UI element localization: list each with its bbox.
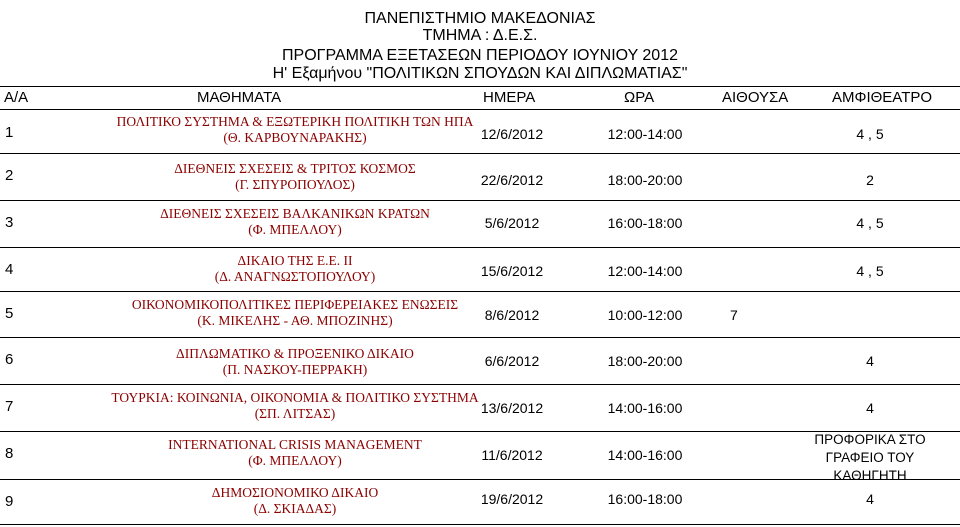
exam-time: 14:00-16:00 [607,400,683,416]
course-professor: (Π. ΝΑΣΚΟΥ-ΠΕΡΡΑΚΗ) [222,362,368,377]
course-cell [95,206,495,238]
exam-amphitheatre: 7 [730,307,738,323]
exam-time: 12:00-14:00 [607,263,683,279]
table-row [0,384,960,432]
table-bottom-rule [0,524,960,525]
exam-date: 12/6/2012 [480,126,544,142]
amphitheatre-line: ΓΡΑΦΕΙΟ ΤΟΥ [825,450,915,465]
column-header-room: ΑΙΘΟΥΣΑ [722,89,789,106]
table-row [0,431,960,483]
column-header-course: ΜΑΘΗΜΑΤΑ [197,89,282,106]
exam-amphitheatre: 4 , 5 [856,215,884,231]
course-title: ΔΙΚΑΙΟ ΤΗΣ Ε.Ε. ΙΙ [237,253,353,268]
department-title: ΤΜΗΜΑ : Δ.Ε.Σ. [422,27,538,44]
course-professor: (Θ. ΚΑΡΒΟΥΝΑΡΑΚΗΣ) [223,130,367,145]
exam-date: 5/6/2012 [484,215,540,231]
row-number: 9 [5,493,14,510]
course-cell [95,253,495,285]
row-number: 3 [5,214,14,231]
table-row [0,291,960,339]
table-row [0,337,960,385]
row-number: 8 [5,445,14,462]
course-cell [95,437,495,469]
course-professor: (Δ. ΑΝΑΓΝΩΣΤΟΠΟΥΛΟΥ) [214,269,376,284]
course-cell [95,161,495,193]
course-professor: (ΣΠ. ΛΙΤΣΑΣ) [254,406,336,421]
exam-date: 19/6/2012 [480,491,544,507]
course-cell [95,114,495,146]
course-title: ΔΙΕΘΝΕΙΣ ΣΧΕΣΕΙΣ & ΤΡΙΤΟΣ ΚΟΣΜΟΣ [174,161,416,176]
course-professor: (Φ. ΜΠΕΛΛΟΥ) [248,453,342,468]
table-row [0,247,960,295]
course-title: ΔΙΕΘΝΕΙΣ ΣΧΕΣΕΙΣ ΒΑΛΚΑΝΙΚΩΝ ΚΡΑΤΩΝ [160,206,430,221]
course-cell [95,485,495,517]
table-row [0,200,960,248]
course-title: INTERNATIONAL CRISIS MANAGEMENT [168,437,422,452]
course-title: ΟΙΚΟΝΟΜΙΚΟΠΟΛΙΤΙΚΕΣ ΠΕΡΙΦΕΡΕΙΑΚΕΣ ΕΝΩΣΕΙΣ [131,297,459,312]
row-number: 6 [5,351,14,368]
column-header-time: ΩΡΑ [624,89,655,106]
exam-time: 14:00-16:00 [607,447,683,463]
exam-amphitheatre: 2 [866,172,874,188]
course-title: ΠΟΛΙΤΙΚΟ ΣΥΣΤΗΜΑ & ΕΞΩΤΕΡΙΚΗ ΠΟΛΙΤΙΚΗ ΤΩΝ ΗΠΑ [116,114,474,129]
table-row [0,110,960,158]
course-professor: (Δ. ΣΚΙΑΔΑΣ) [253,501,337,516]
semester-title: Η' Εξαμήνου "ΠΟΛΙΤΙΚΩΝ ΣΠΟΥΔΩΝ ΚΑΙ ΔΙΠΛΩΜΑΤΙΑΣ" [272,65,688,82]
row-number: 5 [5,305,14,322]
exam-time: 10:00-12:00 [607,307,683,323]
course-cell [95,346,495,378]
exam-time: 16:00-18:00 [607,215,683,231]
course-title: ΔΙΠΛΩΜΑΤΙΚΟ & ΠΡΟΞΕΝΙΚΟ ΔΙΚΑΙΟ [176,346,414,361]
schedule-title: ΠΡΟΓΡΑΜΜΑ ΕΞΕΤΑΣΕΩΝ ΠΕΡΙΟΔΟΥ ΙΟΥΝΙΟΥ 2012 [281,47,678,64]
exam-time: 12:00-14:00 [607,126,683,142]
exam-amphitheatre: 4 [866,491,874,507]
course-professor: (Γ. ΣΠΥΡΟΠΟΥΛΟΣ) [235,177,355,192]
row-number: 4 [5,261,14,278]
exam-date: 8/6/2012 [484,307,540,323]
course-professor: (Φ. ΜΠΕΛΛΟΥ) [248,222,342,237]
course-title: ΔΗΜΟΣΙΟΝΟΜΙΚΟ ΔΙΚΑΙΟ [211,485,379,500]
row-number: 7 [5,398,14,415]
exam-amphitheatre: 4 , 5 [856,126,884,142]
exam-amphitheatre: 4 , 5 [856,263,884,279]
row-number: 1 [5,124,14,141]
university-title: ΠΑΝΕΠΙΣΤΗΜΙΟ ΜΑΚΕΔΟΝΙΑΣ [364,10,596,27]
exam-time: 18:00-20:00 [607,172,683,188]
header-top-rule [0,86,960,87]
exam-amphitheatre: 4 [866,353,874,369]
exam-amphitheatre: 4 [866,400,874,416]
amphitheatre-line: ΠΡΟΦΟΡΙΚΑ ΣΤΟ [814,432,926,447]
exam-time: 16:00-18:00 [607,491,683,507]
course-cell [95,390,495,422]
exam-date: 6/6/2012 [484,353,540,369]
column-header-num: Α/Α [4,89,29,106]
row-number: 2 [5,167,14,184]
amphitheatre-line: ΚΑΘΗΓΗΤΗ [833,468,907,483]
table-row [0,153,960,201]
exam-date: 13/6/2012 [480,400,544,416]
exam-amphitheatre [775,431,960,485]
course-title: ΤΟΥΡΚΙΑ: ΚΟΙΝΩΝΙΑ, ΟΙΚΟΝΟΜΙΑ & ΠΟΛΙΤΙΚΟ ΣΥΣΤΗΜΑ [111,390,479,405]
exam-date: 22/6/2012 [480,172,544,188]
course-cell [95,297,495,329]
column-header-date: ΗΜΕΡΑ [483,89,536,106]
table-row [0,479,960,527]
exam-date: 15/6/2012 [480,263,544,279]
exam-time: 18:00-20:00 [607,353,683,369]
course-professor: (Κ. ΜΙΚΕΛΗΣ - ΑΘ. ΜΠΟΖΙΝΗΣ) [197,313,393,328]
column-header-amphitheatre: ΑΜΦΙΘΕΑΤΡΟ [832,89,933,106]
exam-date: 11/6/2012 [481,447,543,463]
